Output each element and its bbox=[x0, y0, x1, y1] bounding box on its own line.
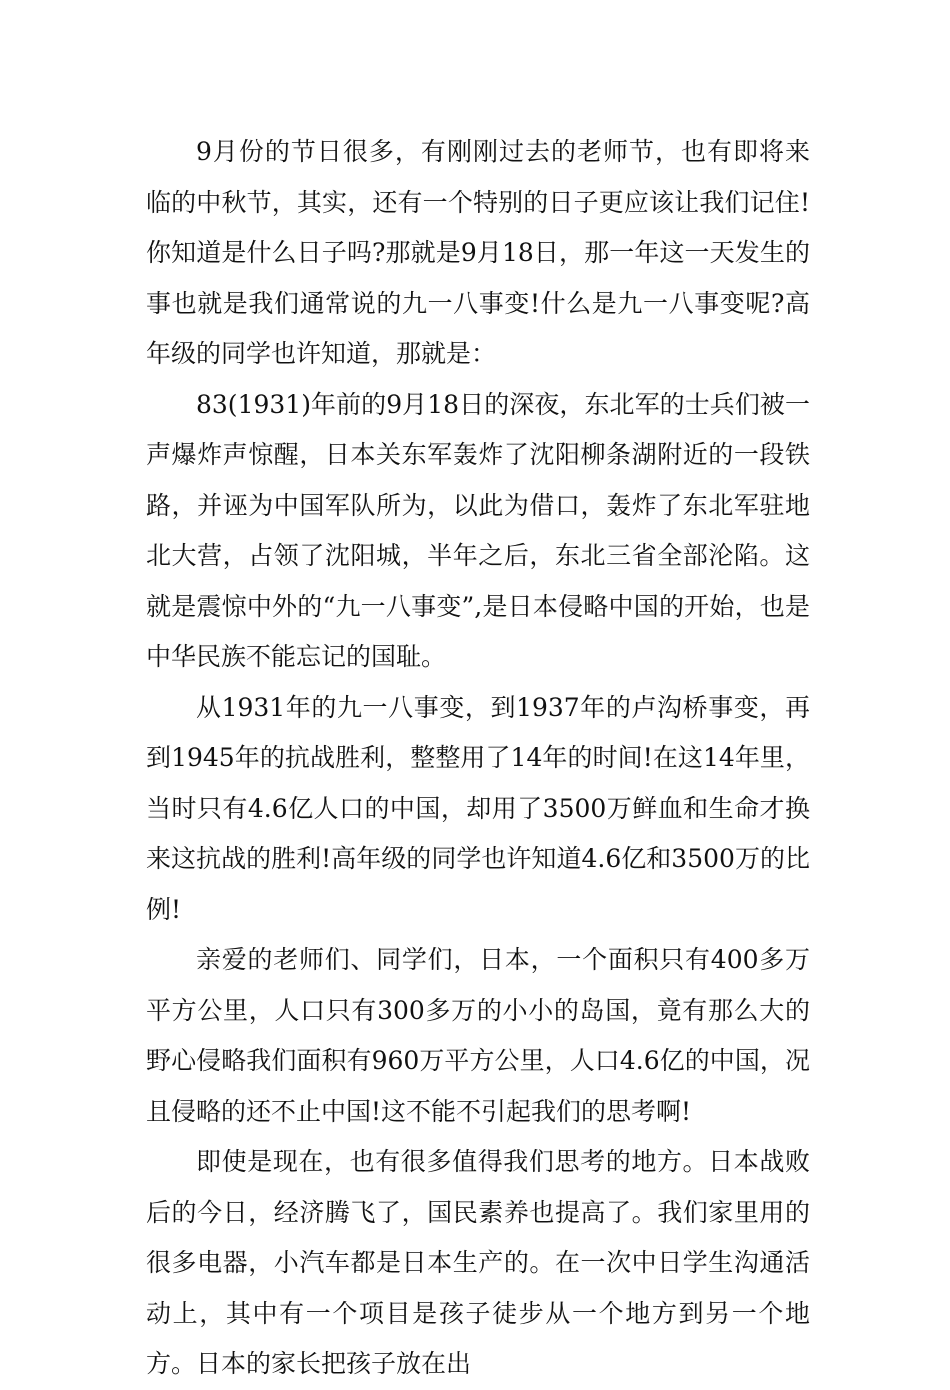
paragraph-4: 亲爱的老师们、同学们，日本，一个面积只有400多万平方公里，人口只有300多万的小小的岛国，竟有那么大的野心侵略我们面积有960万平方公里，人口4.6亿的中国，况且侵略的还不止中国!这不能不引起我们的思考啊! bbox=[146, 945, 810, 1126]
paragraph-3: 从1931年的九一八事变，到1937年的卢沟桥事变，再到1945年的抗战胜利，整整用了14年的时间!在这14年里，当时只有4.6亿人口的中国，却用了3500万鲜血和生命才换来这抗战的胜利!高年级的同学也许知道4.6亿和3500万的比例! bbox=[146, 692, 810, 924]
paragraph-5: 即使是现在，也有很多值得我们思考的地方。日本战败后的今日，经济腾飞了，国民素养也提高了。我们家里用的很多电器，小汽车都是日本生产的。在一次中日学生沟通活动上，其中有一个项目是孩子徒步从一个地方到另一个地方。日本的家长把孩子放在出 bbox=[146, 1147, 810, 1378]
paragraph-2: 83(1931)年前的9月18日的深夜，东北军的士兵们被一声爆炸声惊醒，日本关东军轰炸了沈阳柳条湖附近的一段铁路，并诬为中国军队所为，以此为借口，轰炸了东北军驻地北大营，占领了沈阳城，半年之后，东北三省全部沦陷。这就是震惊中外的“九一八事变”,是日本侵略中国的开始，也是中华民族不能忘记的国耻。 bbox=[146, 389, 810, 671]
document-page bbox=[146, 127, 810, 1390]
paragraph-1: 9月份的节日很多，有刚刚过去的老师节，也有即将来临的中秋节，其实，还有一个特别的日子更应该让我们记住!你知道是什么日子吗?那就是9月18日，那一年这一天发生的事也就是我们通常说的九一八事变!什么是九一八事变呢?高年级的同学也许知道，那就是： bbox=[146, 137, 810, 368]
